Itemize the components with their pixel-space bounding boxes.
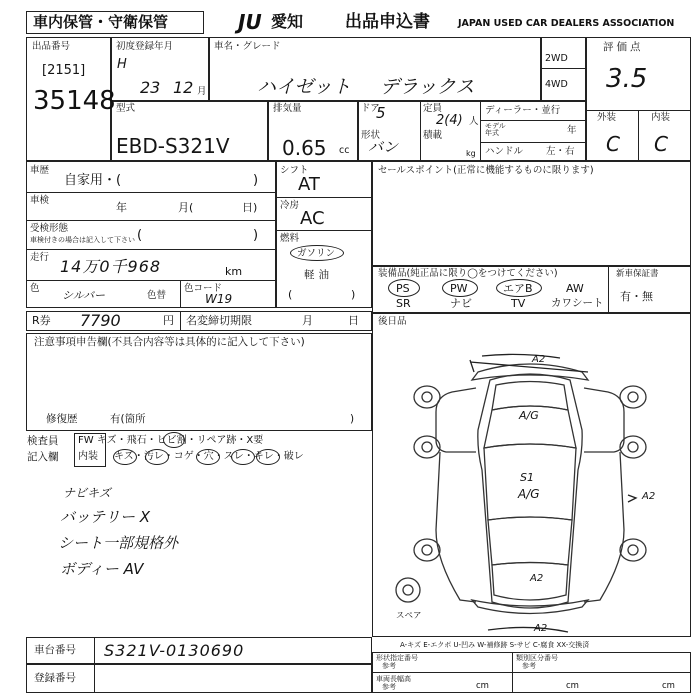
capacity-unit: 人 <box>469 116 479 127</box>
exterior-label: 外装 <box>597 112 617 123</box>
model-year-label: モデル年式 <box>485 122 506 137</box>
sales-point-label: セールスポイント(正常に機能するものに限ります) <box>378 165 594 176</box>
fuel-gas: ガソリン <box>297 248 336 259</box>
damage-legend: A-キズ E-エクボ U-凹み W-補修跡 S-サビ C-腐食 XX-交換済 <box>400 641 590 649</box>
exterior-score: C <box>606 132 620 156</box>
vehicle-name: ハイゼット <box>257 76 352 98</box>
equipment-airbag: エアB <box>503 282 533 295</box>
equipment-ps: PS <box>396 282 410 295</box>
vehicle-size-ref: 参考 <box>382 683 396 691</box>
recycle-unit: 円 <box>163 314 174 327</box>
later-items-label: 後日品 <box>378 316 407 327</box>
dealer-label: ディーラー・並行 <box>485 105 561 116</box>
registration-era: H <box>117 57 127 72</box>
registration-month: 12 <box>173 78 194 97</box>
history-value: 自家用・( <box>64 173 122 188</box>
inspector-row-1: FW キズ・飛石・ヒビ割・リペア跡・X要 <box>78 435 264 446</box>
diagram-mark-center-s1: S1 <box>520 471 534 484</box>
deadline-month: 月 <box>302 314 313 327</box>
plate-label: 登録番号 <box>34 672 76 684</box>
diagram-mark-center-ag: A/G <box>518 487 540 501</box>
capacity-label: 定員 <box>423 103 443 114</box>
deadline-label: 名変締切期限 <box>186 314 252 327</box>
listing-number: 35148 <box>33 86 116 116</box>
warranty-label: 新車保証書 <box>616 269 659 279</box>
vehicle-size-label: 車両長幅高 <box>376 675 411 683</box>
score-value: 3.5 <box>606 64 648 94</box>
size-cm-1: cm <box>476 681 489 691</box>
displacement-value: 0.65 <box>282 136 327 160</box>
handwritten-note-4: ボディー AV <box>60 560 144 578</box>
model-label: 型式 <box>116 103 136 114</box>
diagram-mark-bumper: A2 <box>534 623 548 634</box>
inspector-row-2: キズ・汚レ・コゲ・穴・スレ・キレ・破レ <box>114 451 304 462</box>
association-name: JAPAN USED CAR DEALERS ASSOCIATION <box>458 18 675 29</box>
history-label: 車歴 <box>30 165 50 176</box>
received-close: ) <box>253 228 259 243</box>
recycle-value: 7790 <box>80 311 121 330</box>
handwritten-note-1: ナビキズ <box>63 486 111 500</box>
repair-close: ) <box>350 413 355 425</box>
category-number-ref: 参考 <box>522 662 536 670</box>
doors-value: 5 <box>376 104 386 122</box>
inspection-year-unit: 年 <box>116 201 127 214</box>
received-open: ( <box>137 228 143 243</box>
vehicle-name-label: 車名・グレード <box>214 41 281 52</box>
interior-score: C <box>654 132 668 156</box>
model-code: EBD-S321V <box>116 134 230 158</box>
inspector-label-1: 検査員 <box>27 435 59 447</box>
deadline-day: 日 <box>348 314 359 327</box>
inspection-day-unit: 日) <box>242 201 258 214</box>
equipment-label: 装備品(純正品に限り◯をつけてください) <box>378 268 558 279</box>
fuel-open: ( <box>288 288 293 301</box>
shift-label: シフト <box>280 165 309 176</box>
ju-logo: JU <box>238 10 262 34</box>
handle-options: 左・右 <box>546 146 575 157</box>
inspection-month-unit: 月( <box>178 201 194 214</box>
handwritten-note-3: シート一部規格外 <box>58 534 179 552</box>
fuel-diesel: 軽油 <box>304 269 333 281</box>
form-title: 出品申込書 <box>345 12 430 32</box>
load-label: 積載 <box>423 130 443 141</box>
equipment-tv: TV <box>511 297 526 310</box>
diagram-mark-right: A2 <box>642 491 656 502</box>
color-value: シルバー <box>62 289 105 302</box>
vehicle-grade: デラックス <box>380 76 475 98</box>
equipment-leather: カワシート <box>551 297 604 309</box>
chassis-number: S321V-0130690 <box>104 641 245 660</box>
diagram-mark-roof: A/G <box>519 409 539 422</box>
equipment-sr: SR <box>396 297 411 310</box>
received-label: 受検形態 <box>30 223 69 234</box>
handle-label: ハンドル <box>485 146 524 157</box>
storage-notice: 車内保管・守衛保管 <box>33 13 169 31</box>
registration-year: 23 <box>140 78 161 97</box>
history-close: ) <box>253 173 259 188</box>
shape-value: バン <box>368 138 399 156</box>
interior-label: 内装 <box>651 112 671 123</box>
chassis-label: 車台番号 <box>34 644 76 656</box>
recycle-label: R券 <box>32 314 51 327</box>
doors-label: ドア <box>361 103 380 114</box>
equipment-aw: AW <box>566 282 584 295</box>
equipment-pw: PW <box>450 282 468 295</box>
repair-label: 修復歴 <box>46 413 78 425</box>
inspector-row-2-label: 内装 <box>78 451 98 462</box>
mileage-unit: km <box>225 265 243 278</box>
org-name: 愛知 <box>271 12 304 31</box>
color-code: W19 <box>205 292 233 306</box>
mileage-value: 14万0千968 <box>60 257 162 276</box>
aircon-label: 冷房 <box>280 200 300 211</box>
drive-4wd: 4WD <box>545 79 568 90</box>
spare-label: スペア <box>396 611 422 621</box>
listing-number-label: 出品番号 <box>32 41 71 52</box>
shape-number-ref: 参考 <box>382 662 396 670</box>
fuel-label: 燃料 <box>280 233 300 244</box>
mileage-label: 走行 <box>30 252 50 263</box>
shape-label: 形状 <box>361 130 381 141</box>
registration-month-unit: 月 <box>197 86 207 97</box>
category-number-label: 類別区分番号 <box>516 654 558 662</box>
displacement-unit: cc <box>339 145 350 156</box>
aircon-value: AC <box>300 208 325 229</box>
shape-number-label: 形状指定番号 <box>376 654 418 662</box>
load-unit: kg <box>466 149 476 158</box>
fuel-close: ) <box>351 288 356 301</box>
size-cm-3: cm <box>662 681 675 691</box>
color-code-label: 色コード <box>184 283 223 294</box>
inspector-label-2: 記入欄 <box>27 451 59 463</box>
diagram-mark-rear: A2 <box>530 573 544 584</box>
repair-value: 有(箇所 <box>110 413 146 425</box>
size-cm-2: cm <box>566 681 579 691</box>
displacement-label: 排気量 <box>273 103 302 114</box>
notes-label: 注意事項申告欄(不具合内容等は具体的に記入して下さい) <box>34 336 305 348</box>
plate-frame <box>26 664 372 693</box>
score-label: 評価点 <box>603 41 644 53</box>
handwritten-note-2: バッテリー X <box>60 508 151 526</box>
capacity-value: 2(4) <box>436 113 463 128</box>
color-swap-label: 色替 <box>147 290 167 301</box>
warranty-options: 有・無 <box>620 290 653 303</box>
equipment-navi: ナビ <box>450 297 472 310</box>
color-label: 色 <box>30 283 40 294</box>
listing-bracket-number: [2151] <box>42 63 86 78</box>
diagram-mark-front: A2 <box>532 354 546 365</box>
shift-value: AT <box>298 174 320 195</box>
inspection-label: 車検 <box>30 195 50 206</box>
registration-label: 初度登録年月 <box>116 41 174 52</box>
model-year-unit: 年 <box>567 125 577 136</box>
drive-2wd: 2WD <box>545 53 568 64</box>
received-note: 車検付きの場合は記入して下さい <box>30 236 135 244</box>
